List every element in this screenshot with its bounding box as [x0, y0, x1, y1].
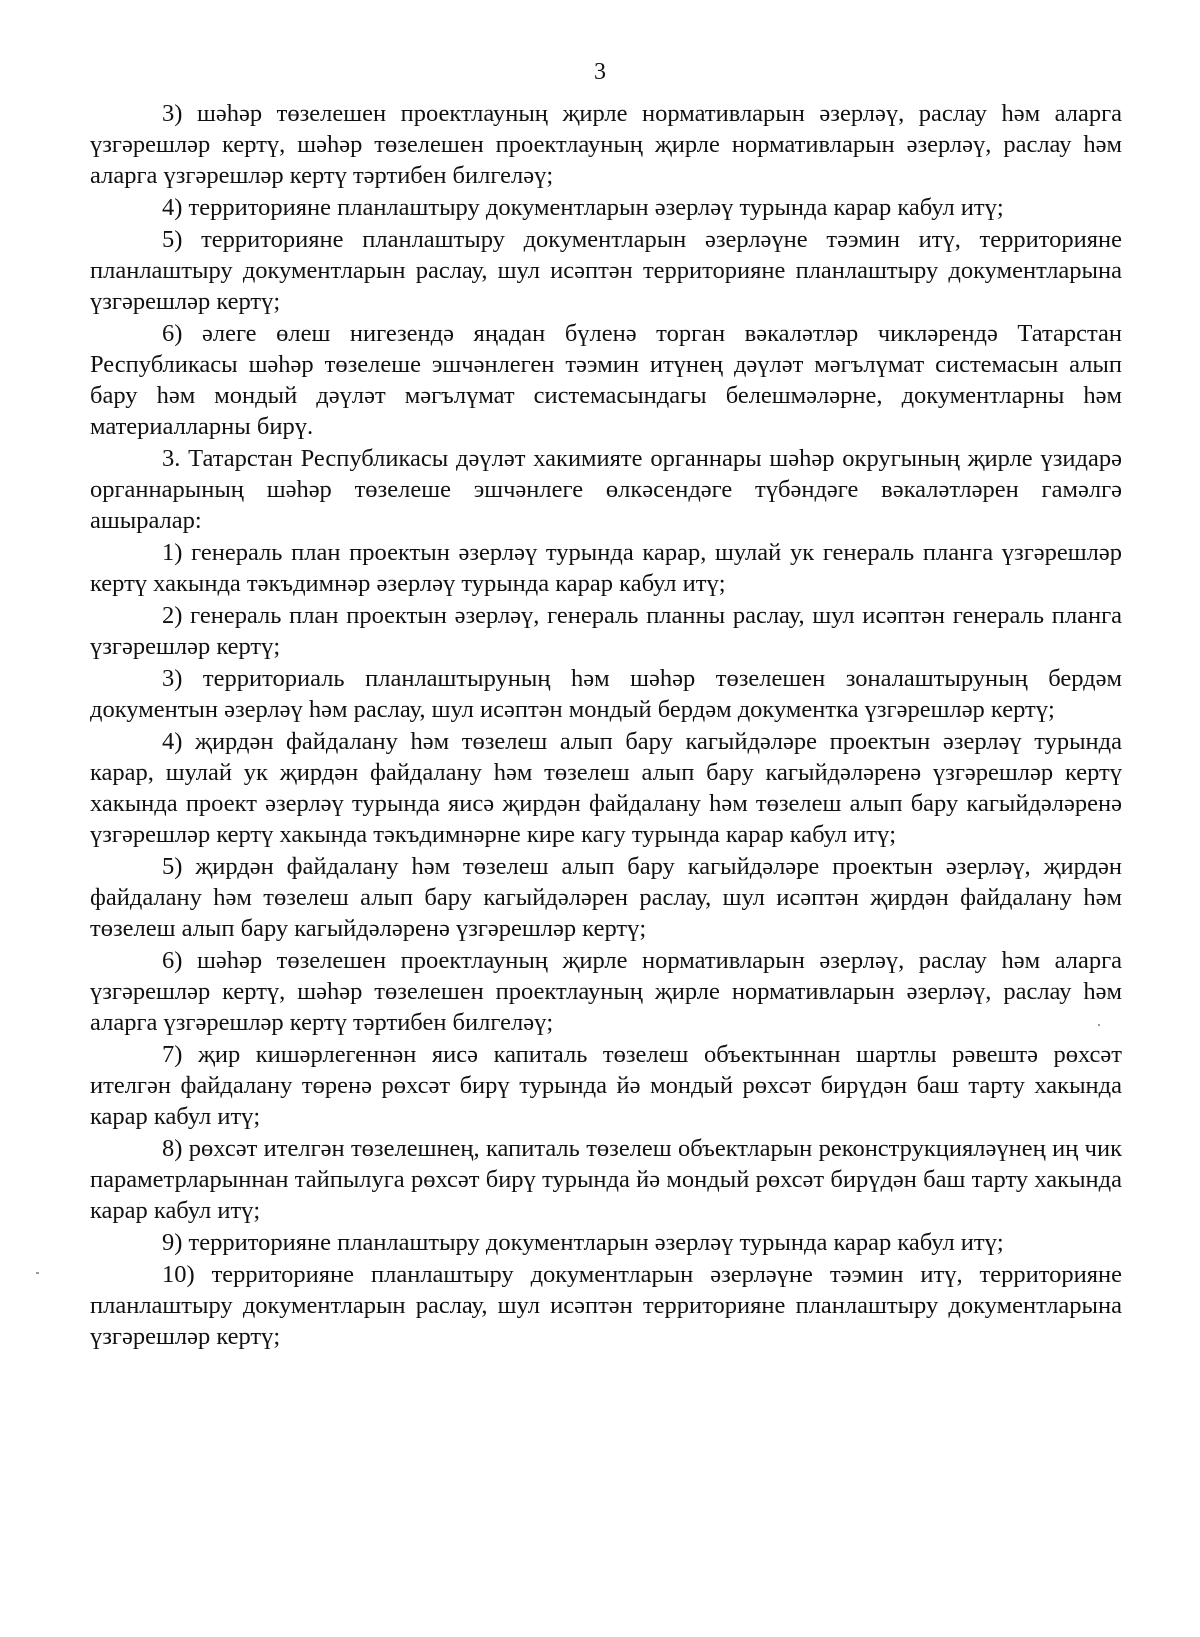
paragraph-item-3-local-norms: 3) шәһәр төзелешен проектлауның җирле нормативларын әзерләү, раслау һәм аларга үзгәрешләр кертү, шәһәр төзелешен проектлауның җирле нормативларын әзерләү, раслау һәм аларга үзгәрешләр кертү тәртибен билгеләү; [90, 100, 1122, 189]
paragraph-item-10-planning-documents: 10) территорияне планлаштыру документларын әзерләүне тәэмин итү, территорияне планлаштыру документларын раслау, шул исәптән территорияне планлаштыру документларына үзгәрешләр кертү; [90, 1261, 1122, 1350]
paragraph-item-6-information-system: 6) әлеге өлеш нигезендә яңадан бүленә торган вәкаләтләр чикләрендә Татарстан Республикасы шәһәр төзелеше эшчәнлеген тәэмин итүнең дәүләт мәгълүмат системасын алып бару һәм мондый дәүләт мәгълүмат системасындагы белешмәләрне, документларны һәм материалларны бирү. [90, 320, 1122, 440]
paragraph-item-6-local-norms: 6) шәһәр төзелешен проектлауның җирле нормативларын әзерләү, раслау һәм аларга үзгәрешләр кертү, шәһәр төзелешен проектлауның җирле нормативларын әзерләү, раслау һәм аларга үзгәрешләр кертү тәртибен билгеләү; [90, 947, 1122, 1036]
paragraph-item-5-planning-documents: 5) территорияне планлаштыру документларын әзерләүне тәэмин итү, территорияне планлаштыру документларын раслау, шул исәптән территорияне планлаштыру документларына үзгәрешләр кертү; [90, 226, 1122, 315]
document-body [90, 98, 1122, 1353]
paragraph-item-4-planning-decision: 4) территорияне планлаштыру документларын әзерләү турында карар кабул итү; [162, 194, 1004, 221]
scan-speck [1098, 1024, 1100, 1026]
paragraph-item-1-general-plan-decision: 1) генераль план проектын әзерләү турында карар, шулай ук генераль планга үзгәрешләр кертү хакында тәкъдимнәр әзерләү турында карар кабул итү; [90, 539, 1122, 597]
paragraph-item-9-planning-decision: 9) территорияне планлаштыру документларын әзерләү турында карар кабул итү; [162, 1229, 1004, 1256]
paragraph-item-2-general-plan-approval: 2) генераль план проектын әзерләү, генераль планны раслау, шул исәптән генераль планга үзгәрешләр кертү; [90, 602, 1122, 660]
paragraph-item-4-land-use-rules-decision: 4) җирдән файдалану һәм төзелеш алып бару кагыйдәләре проектын әзерләү турында карар, шулай ук җирдән файдалану һәм төзелеш алып бару кагыйдәләренә үзгәрешләр кертү хакында проект әзерләү турында яисә җирдән файдалану һәм төзелеш алып бару кагыйдәләренә үзгәрешләр кертү хакында тәкъдимнәрне кире кагу турында карар кабул итү; [90, 728, 1122, 848]
scan-speck [36, 1272, 39, 1274]
paragraph-item-5-land-use-rules-approval: 5) җирдән файдалану һәм төзелеш алып бару кагыйдәләре проектын әзерләү, җирдән файдалану һәм төзелеш алып бару кагыйдәләрен раслау, шул исәптән җирдән файдалану һәм төзелеш алып бару кагыйдәләренә үзгәрешләр кертү; [90, 853, 1122, 942]
paragraph-item-3-unified-document: 3) территориаль планлаштыруның һәм шәһәр төзелешен зоналаштыруның бердәм документын әзерләү һәм раслау, шул исәптән мондый бердәм документка үзгәрешләр кертү; [90, 665, 1122, 723]
paragraph-item-8-deviation-permit: 8) рөхсәт ителгән төзелешнең, капиталь төзелеш объектларын реконструкцияләүнең иң чик параметрларыннан тайпылуга рөхсәт бирү турында йә мондый рөхсәт бирүдән баш тарту хакында карар кабул итү; [90, 1135, 1122, 1224]
paragraph-item-7-conditional-use-permit: 7) җир кишәрлегеннән яисә капиталь төзелеш объектыннан шартлы рәвештә рөхсәт ителгән файдалану төренә рөхсәт бирү турында йә мондый рөхсәт бирүдән баш тарту хакында карар кабул итү; [90, 1041, 1122, 1130]
paragraph-section-3-intro: 3. Татарстан Республикасы дәүләт хакимияте органнары шәһәр округының җирле үзидарә органнарының шәһәр төзелеше эшчәнлеге өлкәсендәге түбәндәге вәкаләтләрен гамәлгә ашыралар: [90, 445, 1122, 534]
page-number: 3 [594, 59, 606, 85]
